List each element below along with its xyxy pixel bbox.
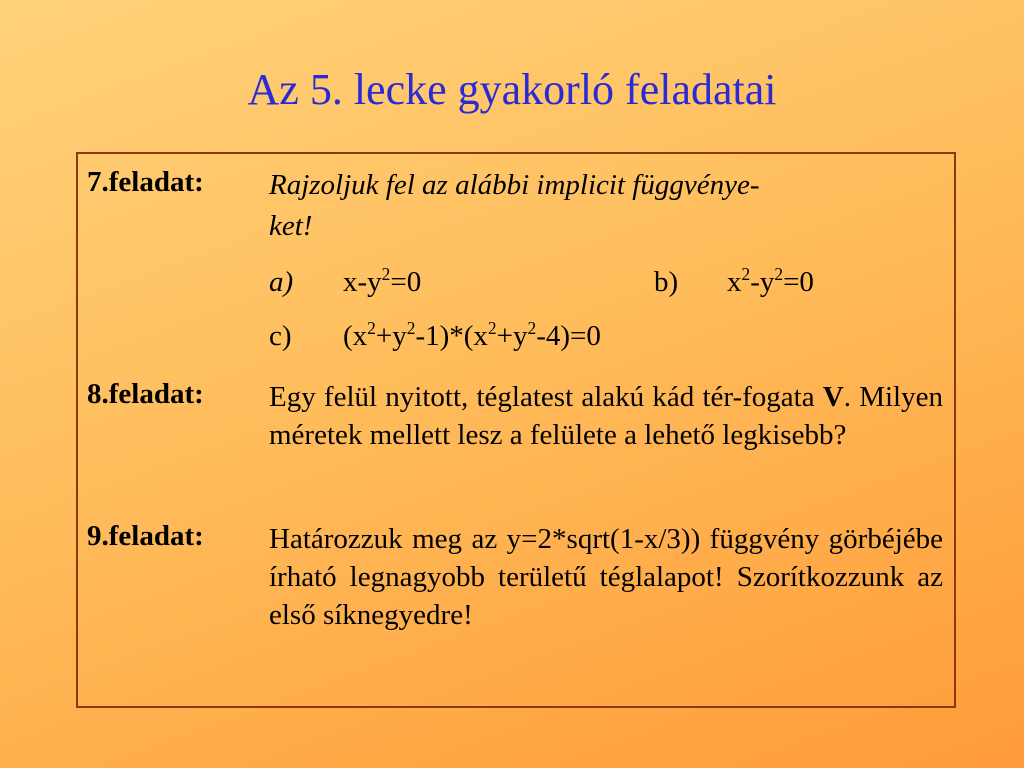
task7-label: 7.feladat: [87,166,204,198]
task7-c-label: c) [269,320,292,352]
task8-volume-symbol: V [822,381,844,413]
task7-b-expr: $x^2-y^2=0$ [727,264,814,298]
task7-b-label: b) [654,266,679,298]
task7-text-line1: Rajzoljuk fel az alábbi implicit függvénye- [269,169,760,201]
task7-text-line2: ket! [269,210,313,242]
task8-text-end: . Milyen méretek mellett lesz a felülete a lehető legkisebb? [269,381,943,451]
task8-text-start: Egy felül nyitott, téglatest alakú kád tér-fogata [269,381,823,413]
task7-a-label: a) [269,266,294,298]
slide-title: Az 5. lecke gyakorló feladatai [247,65,777,114]
task7-c-expr: $(x^2+y^2-1)*(x^2+y^2-4)=0$ [343,318,601,352]
task7-a-expr: $x-y^2=0$ [343,264,422,298]
task9-label: 9.feladat: [87,520,204,552]
task9-text: Határozzuk meg az y=2*sqrt(1-x/3)) függvény görbéjébe írható legnagyobb területű téglalapot! Szorítkozzunk az első síknegyedre! [269,523,943,631]
task8-text [269,378,943,454]
task8-label: 8.feladat: [87,378,204,410]
